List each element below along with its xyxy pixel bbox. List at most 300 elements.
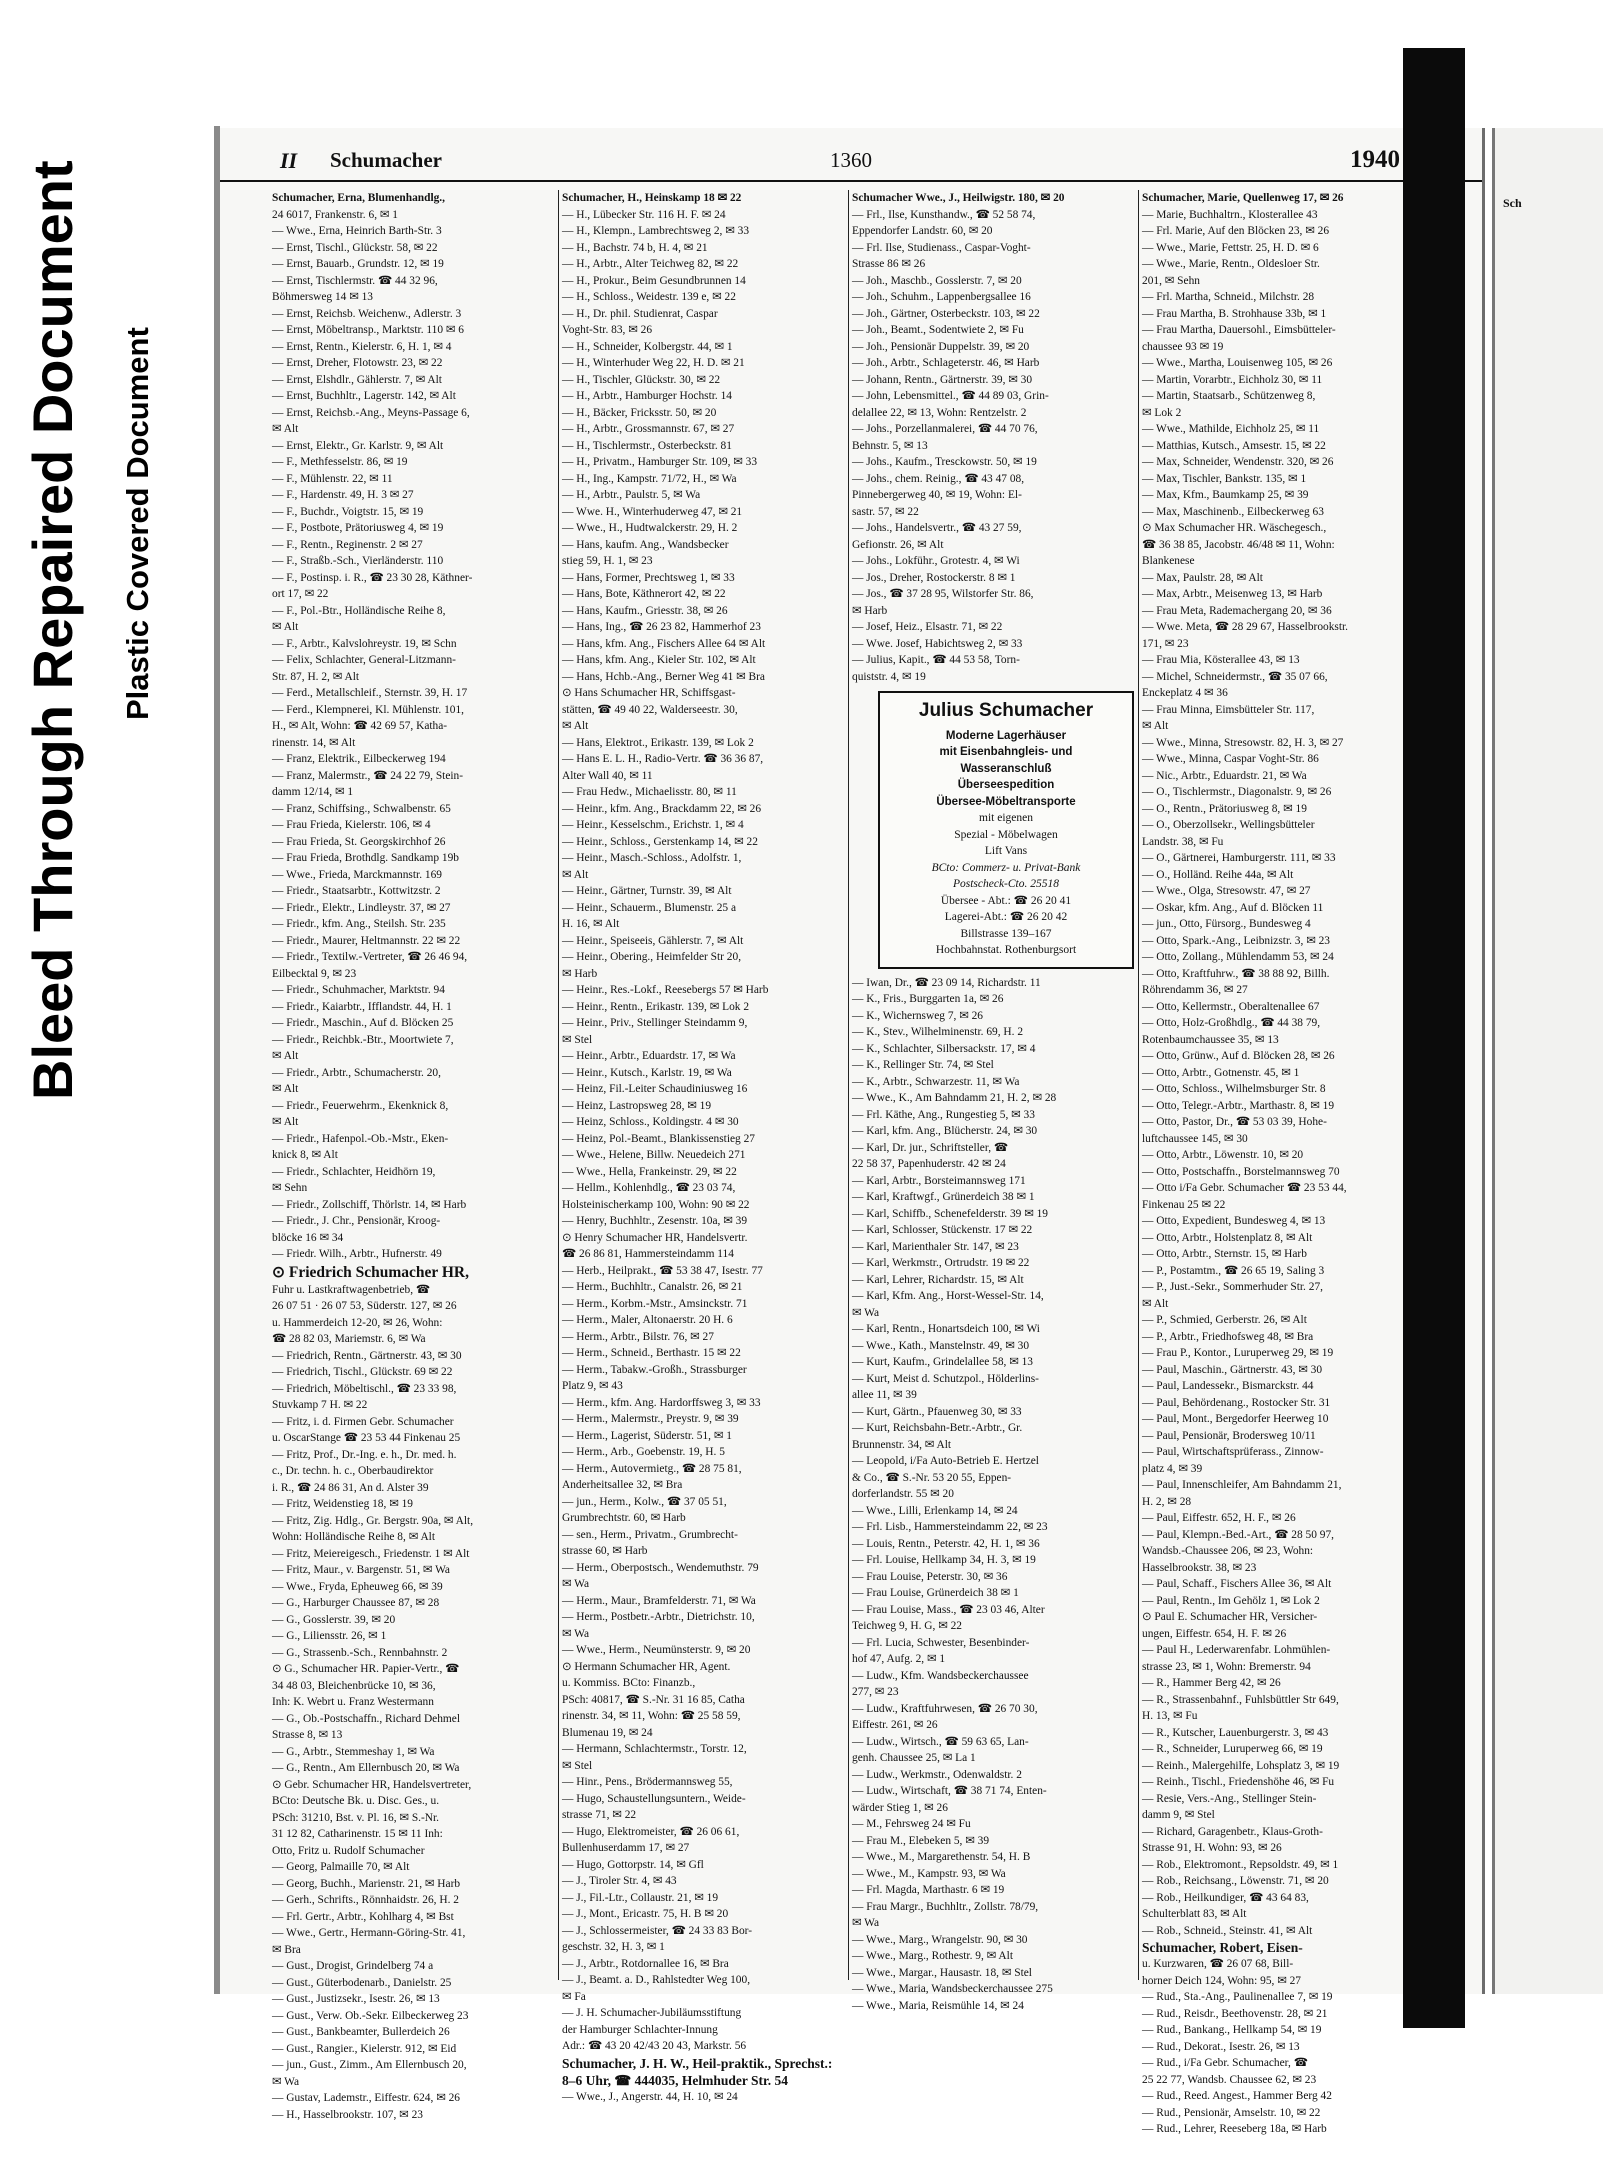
directory-entry: ⊙ Henry Schumacher HR, Handelsvertr. [562,1231,748,1244]
directory-entry: — Frl. Lucia, Schwester, Besenbinder- [852,1636,1030,1649]
directory-entry: — Rud., Pensionär, Amselstr. 10, ✉ 22 [1142,2106,1321,2119]
directory-entry: — Gust., Verw. Ob.-Sekr. Eilbeckerweg 23 [272,2009,469,2022]
directory-entry: — Hans, kfm. Ang., Fischers Allee 64 ✉ Alt [562,637,766,650]
directory-entry: Gefionstr. 26, ✉ Alt [852,538,944,551]
directory-entry: — Gerh., Schrifts., Rönnhaidstr. 26, H. 2 [272,1894,459,1906]
directory-entry: — Jos., ☎ 37 28 95, Wilstorfer Str. 86, [852,588,1034,600]
directory-entry: ✉ Alt [272,1050,299,1062]
directory-entry: Alter Wall 40, ✉ 11 [562,769,653,782]
directory-entry: — Karl, Rentn., Honartsdeich 100, ✉ Wi [852,1323,1040,1335]
directory-entry: — H., Dr. phil. Studienrat, Caspar [562,307,718,320]
directory-entry: — G., Rentn., Am Ellernbusch 20, ✉ Wa [272,1762,460,1774]
directory-entry: — Wwe., Marie, Rentn., Oldesloer Str. [1142,258,1320,270]
directory-entry: platz 4, ✉ 39 [1142,1462,1203,1475]
directory-entry: Schumacher Wwe., J., Heilwigstr. 180, ✉ 20 [852,192,1065,204]
directory-entry: — Frl. Louise, Hellkamp 34, H. 3, ✉ 19 [852,1554,1036,1566]
directory-entry: — Joh., Pensionär Duppelstr. 39, ✉ 20 [852,340,1030,353]
directory-entry: ✉ Alt [272,1116,299,1128]
directory-entry: — sen., Herm., Privatm., Grumbrecht- [562,1528,738,1541]
directory-entry: — jun., Gust., Zimm., Am Ellernbusch 20, [272,2059,467,2071]
directory-entry: — Karl, Arbtr., Borsteimannsweg 171 [852,1174,1026,1187]
ad-line: Wasseranschluß [960,762,1052,775]
directory-entry: Schulterblatt 83, ✉ Alt [1142,1908,1247,1920]
directory-entry: — Frau Martha, Dauersohl., Eimsbütteler- [1142,324,1336,336]
directory-entry: — Karl, Werkmstr., Ortrudstr. 19 ✉ 22 [852,1257,1030,1269]
directory-entry: ⊙ Hermann Schumacher HR, Agent. [562,1660,731,1673]
directory-entry: — K., Wichernsweg 7, ✉ 26 [852,1009,983,1022]
directory-entry: ✉ Alt [272,621,299,633]
column-1 [272,190,556,2121]
directory-entry: ✉ Alt [272,1083,299,1095]
directory-entry: — H., Lübecker Str. 116 H. F. ✉ 24 [562,208,726,221]
directory-entry: 34 48 03, Bleichenbrücke 10, ✉ 36, [272,1679,436,1692]
directory-entry: sastr. 57, ✉ 22 [852,505,919,518]
directory-entry: — Henry, Buchhltr., Zesenstr. 10a, ✉ 39 [562,1215,748,1227]
ad-line: Postscheck-Cto. 25518 [952,878,1060,890]
directory-entry: Blankenese [1142,555,1195,567]
directory-entry: — K., Schlachter, Silbersackstr. 17, ✉ 4 [852,1042,1036,1055]
directory-entry: Grumbrechtstr. 60, ✉ Harb [562,1512,686,1524]
directory-entry: — Paul H., Lederwarenfabr. Lohmühlen- [1142,1644,1331,1656]
directory-entry: Schumacher, Robert, Eisen- [1142,1940,1303,1955]
directory-entry: — Wwe. Meta, ☎ 28 29 67, Hasselbrookstr. [1142,621,1349,633]
directory-entry: — Ludw., Kfm. Wandsbeckerchaussee [852,1669,1029,1682]
directory-entry: & Co., ☎ S.-Nr. 53 20 55, Eppen- [852,1471,1012,1484]
directory-entry: — Fritz, Prof., Dr.-Ing. e. h., Dr. med. h. [272,1448,457,1461]
directory-entry: — Friedr., Maschin., Auf d. Blöcken 25 [272,1017,454,1029]
directory-entry: — Johs., chem. Reinig., ☎ 43 47 08, [852,472,1025,485]
directory-entry: — Johs., Kaufm., Tresckowstr. 50, ✉ 19 [852,456,1037,468]
directory-entry: — Nic., Arbtr., Eduardstr. 21, ✉ Wa [1142,769,1307,782]
directory-entry: — G., Harburger Chaussee 87, ✉ 28 [272,1597,440,1609]
directory-entry: — Martin, Staatsarb., Schützenweg 8, [1142,390,1316,402]
directory-entry: PSch: 40817, ☎ S.-Nr. 31 16 85, Catha [562,1693,745,1706]
directory-entry: — Heinr., Rentn., Erikastr. 139, ✉ Lok 2 [562,1000,750,1013]
directory-entry: — O., Gärtnerei, Hamburgerstr. 111, ✉ 33 [1142,852,1336,864]
directory-entry: — Gust., Güterbodenarb., Danielstr. 25 [272,1976,452,1989]
directory-entry: — Otto, Kraftfuhrw., ☎ 38 88 92, Billh. [1142,967,1330,980]
directory-entry: — Rob., Reichsang., Löwenstr. 71, ✉ 20 [1142,1875,1329,1887]
directory-entry: — Max, Maschinenb., Eilbeckerweg 63 [1142,505,1324,518]
directory-entry: — F., Mühlenstr. 22, ✉ 11 [272,472,393,485]
directory-entry: — Ernst, Reichsb. Weichenw., Adlerstr. 3 [272,307,462,320]
directory-entry: — Ludw., Kraftfuhrwesen, ☎ 26 70 30, [852,1702,1038,1715]
directory-entry: ✉ Stel [562,1759,593,1772]
directory-entry: — John, Lebensmittel., ☎ 44 89 03, Grin- [852,390,1049,402]
directory-entry: — Max, Arbtr., Meisenweg 13, ✉ Harb [1142,588,1323,600]
directory-entry: BCto: Deutsche Bk. u. Disc. Ges., u. [272,1795,440,1807]
directory-entry: — Matthias, Kutsch., Amsestr. 15, ✉ 22 [1142,439,1326,452]
column-divider [1138,190,1139,1980]
directory-entry: — Paul, Pensionär, Brodersweg 10/11 [1142,1429,1316,1442]
directory-entry: — Johann, Rentn., Gärtnerstr. 39, ✉ 30 [852,373,1033,386]
directory-entry: luftchaussee 145, ✉ 30 [1142,1132,1248,1145]
directory-entry: ✉ Alt [1142,720,1169,732]
directory-entry: — Otto, Pastor, Dr., ☎ 53 03 39, Hohe- [1142,1116,1327,1128]
directory-entry: Strasse 91, H. Wohn: 93, ✉ 26 [1142,1842,1282,1854]
directory-entry: ✉ Harb [562,967,598,980]
directory-entry: dorferlandstr. 55 ✉ 20 [852,1488,954,1500]
directory-entry: — Otto, Spark.-Ang., Leibnizstr. 3, ✉ 23 [1142,934,1330,947]
directory-entry: — Ferd., Klempnerei, Kl. Mühlenstr. 101, [272,703,465,716]
directory-entry: — Friedr., Reichbk.-Btr., Moortwiete 7, [272,1033,454,1046]
directory-entry: — Frl. Martha, Schneid., Milchstr. 28 [1142,291,1315,303]
directory-entry: 277, ✉ 23 [852,1686,899,1698]
directory-entry: ⊙ Paul E. Schumacher HR, Versicher- [1142,1611,1318,1623]
directory-entry: — Wwe., M., Kampstr. 93, ✉ Wa [852,1867,1006,1880]
directory-entry: — Max, Paulstr. 28, ✉ Alt [1142,571,1263,584]
directory-entry: — Rud., Lehrer, Reeseberg 18a, ✉ Harb [1142,2123,1327,2135]
directory-entry: — Wwe., Herm., Neumünsterstr. 9, ✉ 20 [562,1644,751,1656]
directory-entry: — Heinr., Arbtr., Eduardstr. 17, ✉ Wa [562,1050,736,1062]
directory-entry: chaussee 93 ✉ 19 [1142,340,1224,353]
directory-entry: ✉ Harb [852,604,888,617]
directory-entry: — O., Holländ. Reihe 44a, ✉ Alt [1142,868,1294,881]
directory-entry: delallee 22, ✉ 13, Wohn: Rentzelstr. 2 [852,406,1027,419]
directory-entry: — F., Straßb.-Sch., Vierländerstr. 110 [272,555,444,567]
directory-entry: — Frau Minna, Eimsbütteler Str. 117, [1142,703,1315,716]
directory-entry: — Wwe., Martha, Louisenweg 105, ✉ 26 [1142,357,1333,369]
directory-entry: — Ludw., Wirtsch., ☎ 59 63 65, Lan- [852,1735,1029,1748]
directory-entry: — K., Stev., Wilhelminenstr. 69, H. 2 [852,1026,1024,1038]
directory-entry: Hasselbrookstr. 38, ✉ 23 [1142,1561,1257,1574]
ad-line: mit Eisenbahngleis- und [939,746,1073,758]
directory-entry: ✉ Wa [852,1917,880,1929]
ad-line: Lift Vans [984,845,1028,857]
directory-entry: — P., Arbtr., Friedhofsweg 48, ✉ Bra [1142,1330,1314,1343]
directory-entry: — jun., Herm., Kolw., ☎ 37 05 51, [562,1495,727,1508]
directory-entry: quiststr. 4, ✉ 19 [852,670,926,683]
directory-entry: — Hans, Ing., ☎ 26 23 82, Hammerhof 23 [562,621,761,633]
directory-entry: Pinnebergerweg 40, ✉ 19, Wohn: El- [852,489,1022,501]
ad-line: Hochbahnstat. Rothenburgsort [935,944,1077,956]
directory-entry: — Rud., Reed. Angest., Hammer Berg 42 [1142,2090,1332,2102]
directory-entry: — Georg, Buchh., Marienstr. 21, ✉ Harb [272,1877,461,1890]
directory-entry: — Heinz, Lastropsweg 28, ✉ 19 [562,1099,712,1112]
directory-entry: — Otto, Zollang., Mühlendamm 53, ✉ 24 [1142,951,1334,963]
adjacent-page-edge [1492,128,1603,1994]
directory-entry: — F., Postbote, Prätoriusweg 4, ✉ 19 [272,522,444,534]
directory-entry: — Hugo, Elektromeister, ☎ 26 06 61, [562,1825,740,1838]
directory-entry: — Frau Mia, Kösterallee 43, ✉ 13 [1142,654,1300,666]
directory-entry: — jun., Otto, Fürsorg., Bundesweg 4 [1142,918,1311,930]
directory-entry: ⊙ Hans Schumacher HR, Schiffsgast- [562,687,736,699]
ad-line: BCto: Commerz- u. Privat-Bank [931,861,1081,874]
document-condition-labels [20,160,155,1240]
directory-entry: — Heinr., Kutsch., Karlstr. 19, ✉ Wa [562,1066,732,1079]
directory-entry: — Heinr., kfm. Ang., Brackdamm 22, ✉ 26 [562,802,762,815]
directory-entry: Bullenhuserdamm 17, ✉ 27 [562,1842,690,1854]
directory-entry: Stuvkamp 7 H. ✉ 22 [272,1399,368,1411]
directory-entry: ✉ Alt [272,423,299,435]
directory-entry: — Wwe., Fryda, Epheuweg 66, ✉ 39 [272,1580,443,1593]
directory-entry: — Wwe. H., Winterhuderweg 47, ✉ 21 [562,505,743,518]
directory-entry: — Paul, Innenschleifer, Am Bahndamm 21, [1142,1479,1342,1491]
directory-entry: — R., Schneider, Luruperweg 66, ✉ 19 [1142,1743,1323,1755]
directory-entry: — Wwe., Marg., Rothestr. 9, ✉ Alt [852,1950,1013,1962]
directory-entry: — Reinh., Tischl., Friedenshöhe 46, ✉ Fu [1142,1776,1335,1788]
directory-entry: — Hellm., Kohlenhdlg., ☎ 23 03 74, [562,1182,736,1194]
directory-entry: — Frau Meta, Rademachergang 20, ✉ 36 [1142,604,1332,617]
directory-entry: — Herm., Schneid., Berthastr. 15 ✉ 22 [562,1347,741,1359]
directory-entry: i. R., ☎ 24 86 31, An d. Alster 39 [272,1481,429,1494]
directory-entry: ✉ Alt [562,868,589,881]
directory-entry: — Franz, Elektrik., Eilbeckerweg 194 [272,753,446,765]
directory-entry: — Hans, Former, Prechtsweg 1, ✉ 33 [562,571,735,584]
directory-entry: Schumacher, Erna, Blumenhandlg., [272,192,446,204]
directory-entry: knick 8, ✉ Alt [272,1149,338,1161]
directory-entry: — Martin, Vorarbtr., Eichholz 30, ✉ 11 [1142,373,1323,386]
directory-entry: — Heinz, Schloss., Koldingstr. 4 ✉ 30 [562,1116,739,1128]
directory-entry: ⊙ Friedrich Schumacher HR, [272,1263,469,1281]
directory-entry: — Hans, Kaufm., Griesstr. 38, ✉ 26 [562,604,728,617]
directory-entry: — Ludw., Werkmstr., Odenwaldstr. 2 [852,1768,1022,1781]
directory-entry: — Ferd., Metallschleif., Sternstr. 39, H. 17 [272,687,468,699]
directory-entry: — J., Mont., Ericastr. 75, H. B ✉ 20 [562,1908,729,1920]
column-3-top-entries [852,190,1136,685]
directory-entry: ✉ Wa [562,1627,590,1640]
directory-entry: Holsteinischerkamp 100, Wohn: 90 ✉ 22 [562,1198,750,1211]
directory-columns [272,190,1432,2135]
directory-entry: Fuhr u. Lastkraftwagenbetrieb, ☎ [272,1283,431,1296]
directory-entry: — Hans, kaufm. Ang., Wandsbecker [562,538,729,551]
directory-entry: — Frl. Käthe, Ang., Rungestieg 5, ✉ 33 [852,1108,1035,1121]
ad-line: Übersee-Möbeltransporte [936,795,1076,808]
directory-entry: — Otto, Schloss., Wilhelmsburger Str. 8 [1142,1083,1326,1095]
directory-entry: — Otto, Grünw., Auf d. Blöcken 28, ✉ 26 [1142,1050,1335,1062]
directory-entry: — Wwe., Marg., Wrangelstr. 90, ✉ 30 [852,1933,1028,1946]
directory-entry: — Franz, Schiffsing., Schwalbenstr. 65 [272,802,451,815]
ad-title: Julius Schumacher [918,700,1094,721]
directory-entry: — Rob., Heilkundiger, ☎ 43 64 83, [1142,1891,1309,1904]
directory-entry: — Ernst, Rentn., Kielerstr. 6, H. 1, ✉ 4 [272,340,452,353]
directory-entry: — Herm., kfm. Ang. Hardorffsweg 3, ✉ 33 [562,1396,761,1409]
directory-entry: — Paul, Mont., Bergedorfer Heerweg 10 [1142,1413,1329,1425]
directory-entry: — H., Privatm., Hamburger Str. 109, ✉ 33 [562,456,758,468]
directory-entry: — Heinr., Kesselschm., Erichstr. 1, ✉ 4 [562,819,744,831]
directory-entry: — Frl., Ilse, Kunsthandw., ☎ 52 58 74, [852,208,1036,221]
directory-entry: — H., Arbtr., Hamburger Hochstr. 14 [562,390,732,402]
directory-entry: — Gust., Rangier., Kielerstr. 912, ✉ Eid [272,2042,457,2055]
directory-entry: — Friedrich, Rentn., Gärtnerstr. 43, ✉ 30 [272,1349,462,1362]
directory-entry: — Iwan, Dr., ☎ 23 09 14, Richardstr. 11 [852,976,1041,989]
directory-entry: Eppendorfer Landstr. 60, ✉ 20 [852,225,993,237]
directory-entry: — Felix, Schlachter, General-Litzmann- [272,654,456,666]
directory-entry: — H., Arbtr., Alter Teichweg 82, ✉ 22 [562,258,739,270]
directory-entry: — Wwe., Minna, Caspar Voght-Str. 86 [1142,753,1319,765]
directory-entry: ⊙ Gebr. Schumacher HR, Handelsvertreter, [272,1778,472,1791]
directory-entry: — Kurt, Kaufm., Grindelallee 58, ✉ 13 [852,1356,1033,1368]
directory-entry: — Reinh., Malergehilfe, Lohsplatz 3, ✉ 19 [1142,1759,1340,1772]
directory-entry: Strasse 8, ✉ 13 [272,1729,343,1741]
directory-entry: — Friedr., Feuerwehrm., Ekenknick 8, [272,1099,449,1112]
directory-entry: — H., Ing., Kampstr. 71/72, H., ✉ Wa [562,472,737,485]
directory-entry: — G., Liliensstr. 26, ✉ 1 [272,1630,387,1642]
directory-entry: — Herb., Heilprakt., ☎ 53 38 47, Isestr. 77 [562,1264,763,1277]
directory-entry: — J. H. Schumacher-Jubiläumsstiftung [562,2007,742,2019]
directory-entry: — Karl, Marienthaler Str. 147, ✉ 23 [852,1240,1019,1253]
directory-entry: Enckeplatz 4 ✉ 36 [1142,687,1228,699]
directory-entry: Brunnenstr. 34, ✉ Alt [852,1438,952,1451]
directory-entry: — H., Schneider, Kolbergstr. 44, ✉ 1 [562,340,733,353]
directory-entry: — Heinr., Speiseeis, Gählerstr. 7, ✉ Alt [562,934,744,947]
directory-entry: — Frau Margr., Buchhltr., Zollstr. 78/79, [852,1900,1039,1913]
directory-entry: Wandsb.-Chaussee 206, ✉ 23, Wohn: [1142,1545,1314,1557]
directory-entry: — Marie, Buchhaltrn., Klosterallee 43 [1142,208,1318,221]
header-year: 1940 [1350,146,1400,173]
header-surname: Schumacher [330,148,442,172]
directory-entry: Böhmersweg 14 ✉ 13 [272,291,373,303]
directory-entry: — Wwe., Frieda, Marckmannstr. 169 [272,868,442,881]
directory-entry: — Friedr., Kaiarbtr., Ifflandstr. 44, H. 1 [272,1000,452,1013]
directory-entry: — Wwe., Margar., Hausastr. 18, ✉ Stel [852,1966,1032,1979]
directory-entry: Finkenau 25 ✉ 22 [1142,1198,1226,1211]
directory-entry: Schumacher, J. H. W., Heil-praktik., Sprechst.: 8–6 Uhr, ☎ 444035, Helmhuder Str. 54 [562,2055,833,2088]
ad-line: Billstrasse 139–167 [960,927,1052,940]
directory-entry: — Otto, Kellermstr., Oberaltenallee 67 [1142,1000,1320,1013]
directory-entry: — Frl. Ilse, Studienass., Caspar-Voght- [852,241,1031,254]
directory-entry: — Ludw., Wirtschaft, ☎ 38 71 74, Enten- [852,1785,1047,1797]
directory-entry: — H., Prokur., Beim Gesundbrunnen 14 [562,274,746,287]
directory-page [220,128,1485,2135]
directory-entry: — Louis, Rentn., Peterstr. 42, H. 1, ✉ 36 [852,1537,1040,1550]
directory-entry: — Karl, Schlosser, Stückenstr. 17 ✉ 22 [852,1224,1033,1236]
directory-entry: — Frau Frieda, Brothdlg. Sandkamp 19b [272,852,459,864]
directory-entry: der Hamburger Schlachter-Innung [562,2023,718,2036]
directory-entry: — Wwe. Josef, Habichtsweg 2, ✉ 33 [852,637,1023,650]
column-3 [852,190,1136,2012]
directory-entry: — Friedr., Maurer, Heltmannstr. 22 ✉ 22 [272,934,461,947]
directory-entry: damm 9, ✉ Stel [1142,1809,1215,1821]
directory-entry: — Wwe., Mathilde, Eichholz 25, ✉ 11 [1142,423,1320,435]
directory-entry: — Friedr., Arbtr., Schumacherstr. 20, [272,1066,441,1079]
directory-entry: — Wwe., Helene, Billw. Neuedeich 271 [562,1149,746,1161]
adjacent-page-text: Sch [1503,196,1522,210]
directory-entry: Anderheitsallee 32, ✉ Bra [562,1479,683,1491]
directory-entry: — Karl, Lehrer, Richardstr. 15, ✉ Alt [852,1273,1024,1286]
directory-entry: — Frau Louise, Peterstr. 30, ✉ 36 [852,1570,1008,1583]
directory-entry: Blumenau 19, ✉ 24 [562,1726,653,1739]
directory-entry: — F., Postinsp. i. R., ☎ 23 30 28, Käthner- [272,571,473,584]
directory-entry: — Fritz, Zig. Hdlg., Gr. Bergstr. 90a, ✉ Alt, [272,1514,474,1527]
directory-entry: — F., Rentn., Reginenstr. 2 ✉ 27 [272,538,423,551]
directory-entry: strasse 60, ✉ Harb [562,1545,648,1557]
directory-entry: — P., Just.-Sekr., Sommerhuder Str. 27, [1142,1281,1323,1293]
directory-entry: — Gust., Drogist, Grindelberg 74 a [272,1960,434,1972]
directory-entry: 201, ✉ Sehn [1142,274,1200,287]
directory-entry: — Wwe., Maria, Reismühle 14, ✉ 24 [852,1999,1024,2012]
directory-entry: — Georg, Palmaille 70, ✉ Alt [272,1861,410,1873]
ad-line: Überseespedition [957,779,1055,791]
directory-entry: ☎ 28 82 03, Mariemstr. 6, ✉ Wa [272,1333,426,1345]
directory-entry: — Herm., Malermstr., Preystr. 9, ✉ 39 [562,1413,739,1425]
directory-entry: — Wwe., Hella, Frankeinstr. 29, ✉ 22 [562,1165,737,1178]
directory-entry: — Kurt, Reichsbahn-Betr.-Arbtr., Gr. [852,1422,1023,1434]
directory-entry: — Herm., Autovermietg., ☎ 28 75 81, [562,1462,742,1475]
directory-entry: — Wwe., J., Angerstr. 44, H. 10, ✉ 24 [562,2090,738,2103]
directory-entry: — Heinz, Fil.-Leiter Schaudiniusweg 16 [562,1083,748,1095]
directory-entry: ✉ Wa [272,2075,300,2088]
directory-entry: Röhrendamm 36, ✉ 27 [1142,984,1248,996]
directory-entry: Strasse 86 ✉ 26 [852,258,926,270]
ad-line: Übersee - Abt.: ☎ 26 20 41 [940,894,1072,907]
directory-entry: ort 17, ✉ 22 [272,588,329,600]
directory-entry: — Heinr., Schauerm., Blumenstr. 25 a [562,901,736,914]
directory-entry: — Joh., Schuhm., Lappenbergsallee 16 [852,291,1031,303]
directory-entry: — Wwe., Lilli, Erlenkamp 14, ✉ 24 [852,1504,1018,1517]
directory-entry: ✉ Wa [562,1578,590,1590]
directory-entry: Eilbecktal 9, ✉ 23 [272,967,357,980]
directory-entry: — Ernst, Tischl., Glückstr. 58, ✉ 22 [272,241,438,254]
column-2 [562,190,846,2103]
directory-entry: — Frau M., Elebeken 5, ✉ 39 [852,1834,990,1847]
directory-entry: — Gustav, Lademstr., Eiffestr. 624, ✉ 26 [272,2092,460,2104]
directory-entry: — G., Arbtr., Stemmeshay 1, ✉ Wa [272,1745,435,1758]
directory-entry: ✉ Sehn [272,1182,308,1194]
directory-entry: — Rob., Elektromont., Repsoldstr. 49, ✉ 1 [1142,1858,1339,1871]
directory-entry: — Gust., Justizsekr., Isestr. 26, ✉ 13 [272,1993,440,2005]
directory-entry: — H., Tischler, Glückstr. 30, ✉ 22 [562,373,721,386]
directory-entry: — Friedr., Staatsarbtr., Kottwitzstr. 2 [272,885,441,897]
directory-entry: — Resie, Vers.-Ang., Stellinger Stein- [1142,1792,1317,1805]
directory-entry: — F., Hardenstr. 49, H. 3 ✉ 27 [272,489,414,501]
ad-line: Lagerei-Abt.: ☎ 26 20 42 [944,911,1068,923]
directory-entry: — J., Fil.-Ltr., Collaustr. 21, ✉ 19 [562,1891,719,1904]
directory-entry: — Heinz, Pol.-Beamt., Blankissenstieg 27 [562,1132,755,1145]
directory-entry: — O., Tischlermstr., Diagonalstr. 9, ✉ 26 [1142,786,1332,798]
directory-entry: — Heinr., Priv., Stellinger Steindamm 9, [562,1017,748,1029]
directory-entry: PSch: 31210, Bst. v. Pl. 16, ✉ S.-Nr. [272,1811,440,1824]
directory-entry: — Herm., Lagerist, Süderstr. 51, ✉ 1 [562,1429,732,1442]
directory-entry: — Paul, Klempn.-Bed.-Art., ☎ 28 50 97, [1142,1528,1334,1541]
directory-entry: — Otto, Arbtr., Sternstr. 15, ✉ Harb [1142,1248,1307,1260]
directory-entry: — H., Klempn., Lambrechtsweg 2, ✉ 33 [562,225,750,237]
bleed-label-prefix: Bleed Through [21,689,84,1100]
directory-entry: — G., Ob.-Postschaffn., Richard Dehmel [272,1712,461,1725]
directory-entry: — Wwe., Minna, Stresowstr. 82, H. 3, ✉ 27 [1142,736,1344,749]
directory-entry: — Friedr. Wilh., Arbtr., Hufnerstr. 49 [272,1248,442,1260]
directory-entry: blöcke 16 ✉ 34 [272,1231,344,1244]
directory-entry: Inh: K. Webrt u. Franz Westermann [272,1696,434,1708]
directory-entry: — Joh., Beamt., Sodentwiete 2, ✉ Fu [852,324,1024,336]
directory-entry: — R., Strassenbahnf., Fuhlsbüttler Str 649, [1142,1693,1339,1706]
directory-entry: — Hans E. L. H., Radio-Vertr. ☎ 36 36 87, [562,753,764,765]
directory-entry: — Herm., Arb., Goebenstr. 19, H. 5 [562,1446,725,1458]
directory-entry: — Paul, Eiffestr. 652, H. F., ✉ 26 [1142,1512,1296,1524]
directory-entry: allee 11, ✉ 39 [852,1389,917,1401]
directory-entry: strasse 71, ✉ 22 [562,1809,637,1821]
directory-entry: — Julius, Kapit., ☎ 44 53 58, Torn- [852,654,1020,666]
directory-entry: — Frau Louise, Grünerdeich 38 ✉ 1 [852,1587,1019,1599]
directory-entry: — Rud., i/Fa Gebr. Schumacher, ☎ [1142,2057,1308,2069]
directory-entry: — Ernst, Buchhltr., Lagerstr. 142, ✉ Alt [272,390,456,402]
directory-entry: Schumacher, Marie, Quellenweg 17, ✉ 26 [1142,192,1344,204]
directory-entry: horner Deich 124, Wohn: 95, ✉ 27 [1142,1974,1302,1987]
directory-entry: — Frl. Lisb., Hammersteindamm 22, ✉ 23 [852,1521,1048,1533]
directory-entry: — Heinr., Obering., Heimfelder Str 20, [562,951,742,963]
page-header [220,140,1482,182]
directory-entry: ✉ Alt [1142,1297,1169,1310]
directory-entry: c., Dr. techn. h. c., Oberbaudirektor [272,1465,434,1477]
directory-entry: — Otto, Arbtr., Holstenplatz 8, ✉ Alt [1142,1231,1313,1244]
directory-entry: — O., Oberzollsekr., Wellingsbütteler [1142,819,1315,831]
column-3-bottom-entries [852,975,1136,2015]
directory-entry: — Heinr., Masch.-Schloss., Adolfstr. 1, [562,852,742,864]
directory-entry: — Michel, Schneidermstr., ☎ 35 07 66, [1142,670,1328,683]
directory-entry: — G., Gosslerstr. 39, ✉ 20 [272,1613,396,1626]
directory-entry: — Heinr., Res.-Lokf., Reesebergs 57 ✉ Harb [562,984,769,996]
directory-entry: Eiffestr. 261, ✉ 26 [852,1719,938,1731]
